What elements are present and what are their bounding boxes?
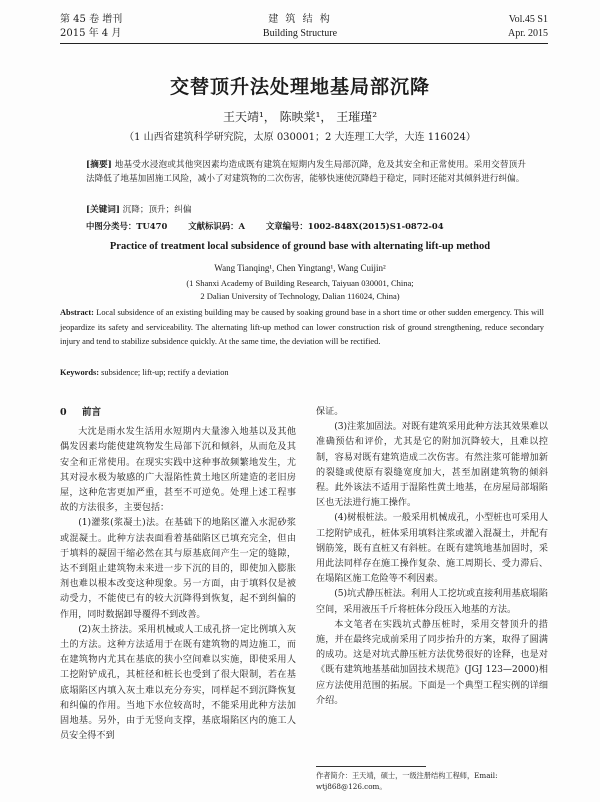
author-list: 王天靖¹， 陈映棠¹， 王璀瑾² <box>222 110 378 124</box>
header-date: 2015 年 4 月 <box>60 28 122 39</box>
english-affiliation-2: 2 Dalian University of Technology, Dalian 116024, China) <box>200 291 400 301</box>
paragraph: 大沈是雨水发生活用水短期内大量渗入地基以及其他偶发因素均能使建筑物发生局部下沉和倾斜，从而危及其安全和正常使用。在现实实践中这种事故频繁地发生，尤其对浸水极为敏感的广大湿陷性黄土地区所建造的老旧房屋，这种危害更加严重，甚至不可逆免。处理上述工程事故的方法很多，主要包括： <box>60 427 296 514</box>
classification-meta <box>86 220 526 232</box>
english-keywords-text: subsidence; lift-up; rectify a deviation <box>101 368 229 377</box>
paragraph: (5)坑式静压桩法。利用人工挖坑或直接利用基底塌陷空间，采用液压千斤将桩体分段压入地基的方法。 <box>316 589 548 615</box>
document-code: 文献标识码：A <box>188 221 245 231</box>
section-number: 0 <box>60 407 67 418</box>
english-abstract-label: Abstract: <box>60 308 94 317</box>
header-rule <box>60 43 548 44</box>
abstract-cn-text: 地基受水浸泡或其他突因素均造成既有建筑在短期内发生局部沉降，危及其安全和正常使用。采用交替顶升法降低了地基加固施工风险，减小了对建筑物的二次伤害，能够快速使沉降趋于稳定，同时还能对其倾斜进行纠偏。 <box>86 160 527 184</box>
body-right-column <box>316 405 548 709</box>
clc-number: 中图分类号：TU470 <box>86 221 168 231</box>
english-keywords-label: Keywords: <box>60 368 100 377</box>
english-keywords <box>60 368 544 377</box>
english-abstract <box>60 306 544 350</box>
section-title: 前言 <box>82 407 102 418</box>
abstract-cn <box>86 158 526 186</box>
author-footnote: 作者简介：王天靖，硕士，一级注册结构工程师，Email: wtj868@126.com。 <box>316 771 498 791</box>
article-number: 文章编号：1002-848X(2015)S1-0872-04 <box>265 221 444 231</box>
header-volume: 第 45 卷 增刊 <box>60 14 123 25</box>
header-journal-en: Building Structure <box>262 28 338 39</box>
keywords-cn <box>86 203 526 217</box>
english-affiliation-1: (1 Shanxi Academy of Building Research, Taiyuan 030001, China; <box>186 278 414 288</box>
paragraph: (1)灌浆(浆凝土)法。在基础下的地陷区灌入水泥砂浆或混凝土。此种方法表面看着基础陷区已填充完全，但由于填料的凝固干缩必然在其与原基底间产生一定的缝隙，达不到阻止建筑物未来进一步下沉的目的，即使加入膨胀剂也难以根本改变这种现象。另一方面，由于填料仅是被动受力，不能使已有的较大沉降得到恢复，起不到纠偏的作用，同时数据卸导覆得不到改善。 <box>60 518 296 620</box>
keywords-cn-label: [关键词] <box>86 205 120 215</box>
header-vol-en: Vol.45 S1 <box>508 14 548 25</box>
paragraph: (2)灰土挤法。采用机械或人工成孔挤一定比例填入灰土的方法。这种方法适用于在既有建筑物的周边施工，而在建筑物内尤其在基底的狭小空间难以实施，即使采用人工挖附铲成孔，其桩径和桩长也受到了很大限制，若在基底塌陷区内填入灰土难以充分夯实，同样起不到沉降恢复和纠偏的作用。当地下水位较高时，不能采用此种方法加固地基。另外，由于无竖向支撑，基底塌陷区内的施工人员安全得不到 <box>60 624 296 742</box>
affiliation: （1 山西省建筑科学研究院，太原 030001；2 大连理工大学，大连 116024） <box>124 132 476 143</box>
paragraph: (3)注浆加固法。对既有建筑采用此种方法其效果难以准确预估和评价，尤其是它的附加沉降较大，且难以控制，容易对既有建筑造成二次伤害。有然注浆可能增加新的裂缝或使原有裂缝宽度加大，甚至加剧建筑物的倾斜程。此外该法不适用于湿陷性黄土地基，在房屋局部塌陷区也无法进行施工操作。 <box>316 422 548 509</box>
footnote-rule <box>316 766 426 767</box>
abstract-cn-label: [摘要] <box>86 160 112 170</box>
paragraph: (4)树根桩法。一般采用机械成孔，小型桩也可采用人工挖附铲成孔，桩体采用填料注浆或灌入混凝土，并配有钢筋笼，既有直桩又有斜桩。在既有建筑地基加固时，采用此法同样存在施工操作复杂、施工周期长、受力滞后、在塌陷区施工危险等不利因素。 <box>316 513 548 585</box>
keywords-cn-text: 沉降；顶升；纠偏 <box>122 205 192 215</box>
header-journal-cn: 建 筑 结 构 <box>268 14 332 25</box>
english-title: Practice of treatment local subsidence of ground base with alternating lift-up method <box>109 241 491 252</box>
paragraph: 保证。 <box>316 407 344 417</box>
body-left-column <box>60 405 296 744</box>
paragraph: 本文笔者在实践坑式静压桩时，采用交替顶升的措施，并在最终完成前采用了同步抬升的方案，取得了圆满的成功。这是对坑式静压桩方法优势很好的诠释，也是对《既有建筑地基基础加固技术规范》(JGJ 123—2000)相应方法使用范围的拓展。下面是一个典型工程实例的详细介绍。 <box>316 619 548 706</box>
english-authors: Wang Tianqing¹, Chen Yingtang¹, Wang Cuijin² <box>214 263 386 273</box>
english-abstract-text: Local subsidence of an existing building may be caused by soaking ground base in a short time or other sudden emergency. This will jeopardize its safety and serviceability. The alternating lift-up method can lower construction risk of ground strengthening, reduce secondary injury and tend to stabilize subsidence quickly. At the same time, the deviation will be rectified. <box>60 308 545 346</box>
section-heading <box>60 405 296 420</box>
header-date-en: Apr. 2015 <box>508 28 548 39</box>
paper-title: 交替顶升法处理地基局部沉降 <box>169 76 430 98</box>
